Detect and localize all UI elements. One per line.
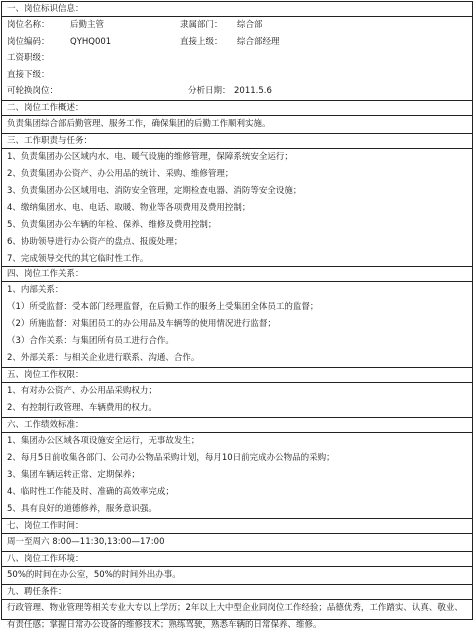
list-item: 2、外部关系：与相关企业进行联系、沟通、合作。 bbox=[7, 352, 200, 363]
list-item: 2、每月5日前收集各部门、公司办公物品采购计划，每月10日前完成办公物品的采购； bbox=[7, 452, 335, 463]
list-item: 2、负责集团办公资产、办公用品的统计、采购、维修管理； bbox=[7, 168, 234, 179]
info-row bbox=[2, 34, 472, 51]
list-item: 1、集团办公区域各项设施安全运行，无事故发生； bbox=[7, 435, 200, 446]
list-item: 1、有对办公资产、办公用品采购权力； bbox=[7, 385, 157, 396]
list-item: 3、负责集团办公区域用电、消防安全管理，定期检查电器、消防等安全设施； bbox=[7, 185, 302, 196]
section-header: 三、工作职责与任务： bbox=[2, 134, 472, 149]
list-item: 5、负责集团办公车辆的年检、保养、维修及费用控制； bbox=[7, 219, 217, 230]
list-item: 6、协助领导进行办公资产的盘点、报废处理； bbox=[7, 236, 183, 247]
salary-grade-label: 工资职级： bbox=[7, 53, 50, 64]
list-item: 1、内部关系： bbox=[7, 284, 64, 295]
position-code-label: 岗位编码： bbox=[7, 36, 50, 47]
environment-text: 50%的时间在办公室，50%的时间外出办事。 bbox=[7, 569, 181, 580]
list-item: 4、临时性工作能及时、准确的高效率完成； bbox=[7, 486, 174, 497]
list-item: （3）合作关系：与集团所有员工进行合作。 bbox=[7, 335, 174, 346]
job-description-form bbox=[1, 1, 473, 630]
work-hours-text: 周一至周六 8:00—11:30,13:00—17:00 bbox=[7, 536, 165, 547]
section-header: 一、岗位标识信息： bbox=[2, 2, 472, 17]
info-row bbox=[2, 50, 472, 67]
list-item: 3、集团车辆运转正常、定期保养； bbox=[7, 469, 140, 480]
list-item: （2）所施监督：对集团员工的办公用品及车辆等的使用情况进行监督； bbox=[7, 318, 276, 329]
list-item: （1）所受监督：受本部门经理监督，在后勤工作的服务上受集团全体员工的监督； bbox=[7, 301, 319, 312]
section-header: 五、岗位工作权限： bbox=[2, 368, 472, 383]
rotation-position-label: 可轮换岗位： bbox=[7, 86, 59, 97]
direct-superior-value: 综合部经理 bbox=[237, 36, 280, 47]
section-position-info bbox=[2, 2, 472, 101]
section-header: 六、工作绩效标准： bbox=[2, 418, 472, 433]
section-authority bbox=[2, 368, 472, 418]
qualification-line: 行政管理、物业管理等相关专业大专以上学历；2年以上大中型企业同岗位工作经验；品德优秀，工作踏实、认真、敬业、 bbox=[7, 602, 463, 613]
direct-subordinate-label: 直接下级： bbox=[7, 69, 50, 80]
analysis-date-label: 分析日期： bbox=[188, 86, 231, 97]
analysis-date-value: 2011.5.6 bbox=[234, 86, 272, 97]
qualification-line: 有责任感；掌握日常办公设备的维修技术；熟练驾驶，熟悉车辆的日常保养、维修。 bbox=[7, 619, 322, 630]
position-name-label: 岗位名称： bbox=[7, 20, 50, 30]
section-performance bbox=[2, 418, 472, 519]
section-responsibilities bbox=[2, 134, 472, 267]
direct-superior-label: 直接上级： bbox=[180, 36, 223, 47]
info-row bbox=[2, 83, 472, 100]
section-header: 四、岗位工作关系： bbox=[2, 267, 472, 282]
section-relationships bbox=[2, 267, 472, 368]
list-item: 4、缴纳集团水、电、电话、取暖、物业等各项费用及费用控制； bbox=[7, 202, 251, 213]
section-header: 八、岗位工作环境： bbox=[2, 552, 472, 567]
info-row bbox=[2, 17, 472, 34]
list-item: 5、具有良好的道德修养，服务意识强。 bbox=[7, 503, 157, 514]
position-code-value: QYHQ001 bbox=[70, 36, 112, 47]
section-work-hours bbox=[2, 519, 472, 552]
section-overview bbox=[2, 101, 472, 134]
section-qualifications bbox=[2, 585, 472, 634]
department-value: 综合部 bbox=[237, 20, 263, 30]
overview-text: 负责集团综合部后勤管理、服务工作，确保集团的后勤工作顺利实施。 bbox=[7, 118, 271, 129]
list-item: 7、完成领导交代的其它临时性工作。 bbox=[7, 253, 149, 264]
section-environment bbox=[2, 552, 472, 585]
list-item: 2、有控制行政管理、车辆费用的权力。 bbox=[7, 402, 157, 413]
section-header: 九、聘任条件： bbox=[2, 585, 472, 600]
list-item: 1、负责集团办公区域内水、电、暖气设施的维修管理，保障系统安全运行； bbox=[7, 151, 293, 162]
section-header: 二、岗位工作概述： bbox=[2, 101, 472, 116]
position-name-value: 后勤主管 bbox=[70, 20, 105, 30]
section-header: 七、岗位工作时间： bbox=[2, 519, 472, 534]
info-row bbox=[2, 67, 472, 84]
department-label: 隶属部门： bbox=[180, 20, 223, 30]
